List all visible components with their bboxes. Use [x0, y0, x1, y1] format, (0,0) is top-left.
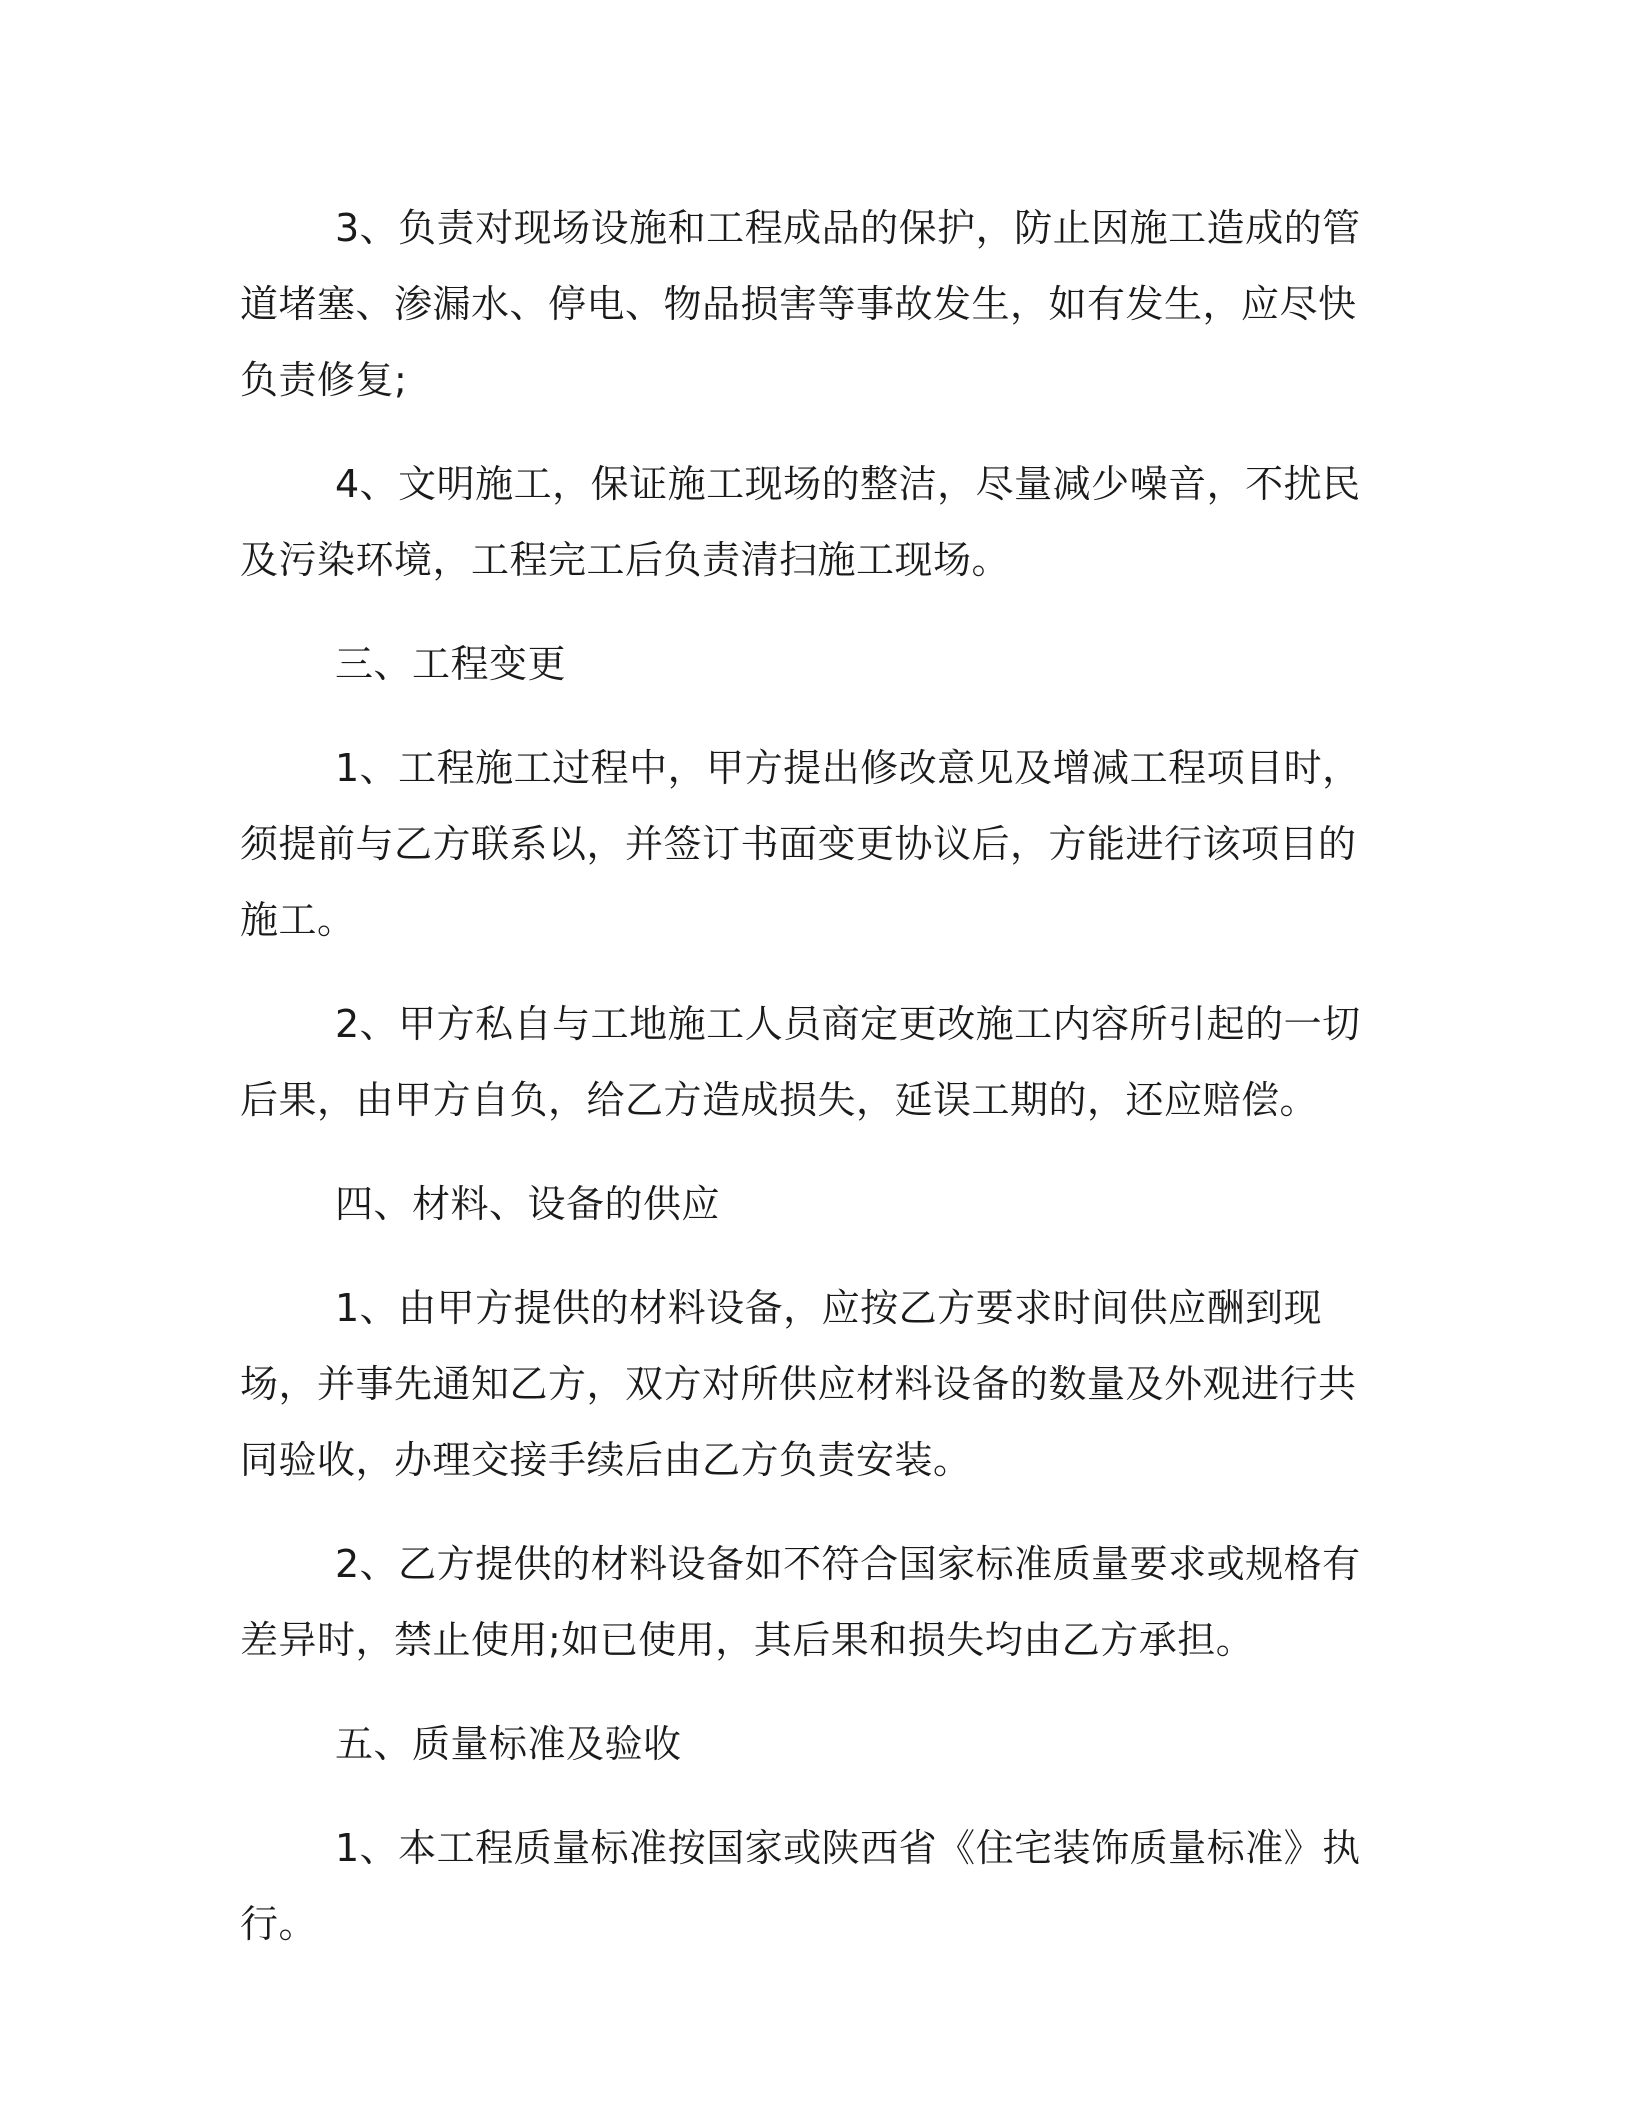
clause-4-1-paragraph: 1、由甲方提供的材料设备，应按乙方要求时间供应酬到现场，并事先通知乙方，双方对所供应材料设备的数量及外观进行共同验收，办理交接手续后由乙方负责安装。 — [240, 1286, 1357, 1482]
clause-3-1-paragraph: 1、工程施工过程中，甲方提出修改意见及增减工程项目时，须提前与乙方联系以，并签订书面变更协议后，方能进行该项目的施工。 — [240, 746, 1361, 942]
section-3-heading: 三、工程变更 — [335, 642, 567, 686]
clause-5-1-paragraph: 1、本工程质量标准按国家或陕西省《住宅装饰质量标准》执行。 — [240, 1826, 1361, 1946]
document-body — [240, 190, 1390, 1990]
clause-4-2-paragraph: 2、乙方提供的材料设备如不符合国家标准质量要求或规格有差异时，禁止使用;如已使用，其后果和损失均由乙方承担。 — [240, 1542, 1361, 1662]
section-4-heading: 四、材料、设备的供应 — [335, 1182, 721, 1226]
clause-2-3-paragraph: 3、负责对现场设施和工程成品的保护，防止因施工造成的管道堵塞、渗漏水、停电、物品损害等事故发生，如有发生，应尽快负责修复; — [240, 206, 1361, 402]
clause-3-2-paragraph: 2、甲方私自与工地施工人员商定更改施工内容所引起的一切后果，由甲方自负，给乙方造成损失，延误工期的，还应赔偿。 — [240, 1002, 1361, 1122]
section-5-heading: 五、质量标准及验收 — [335, 1722, 682, 1766]
clause-2-4-paragraph: 4、文明施工，保证施工现场的整洁，尽量减少噪音，不扰民及污染环境，工程完工后负责清扫施工现场。 — [240, 462, 1361, 582]
